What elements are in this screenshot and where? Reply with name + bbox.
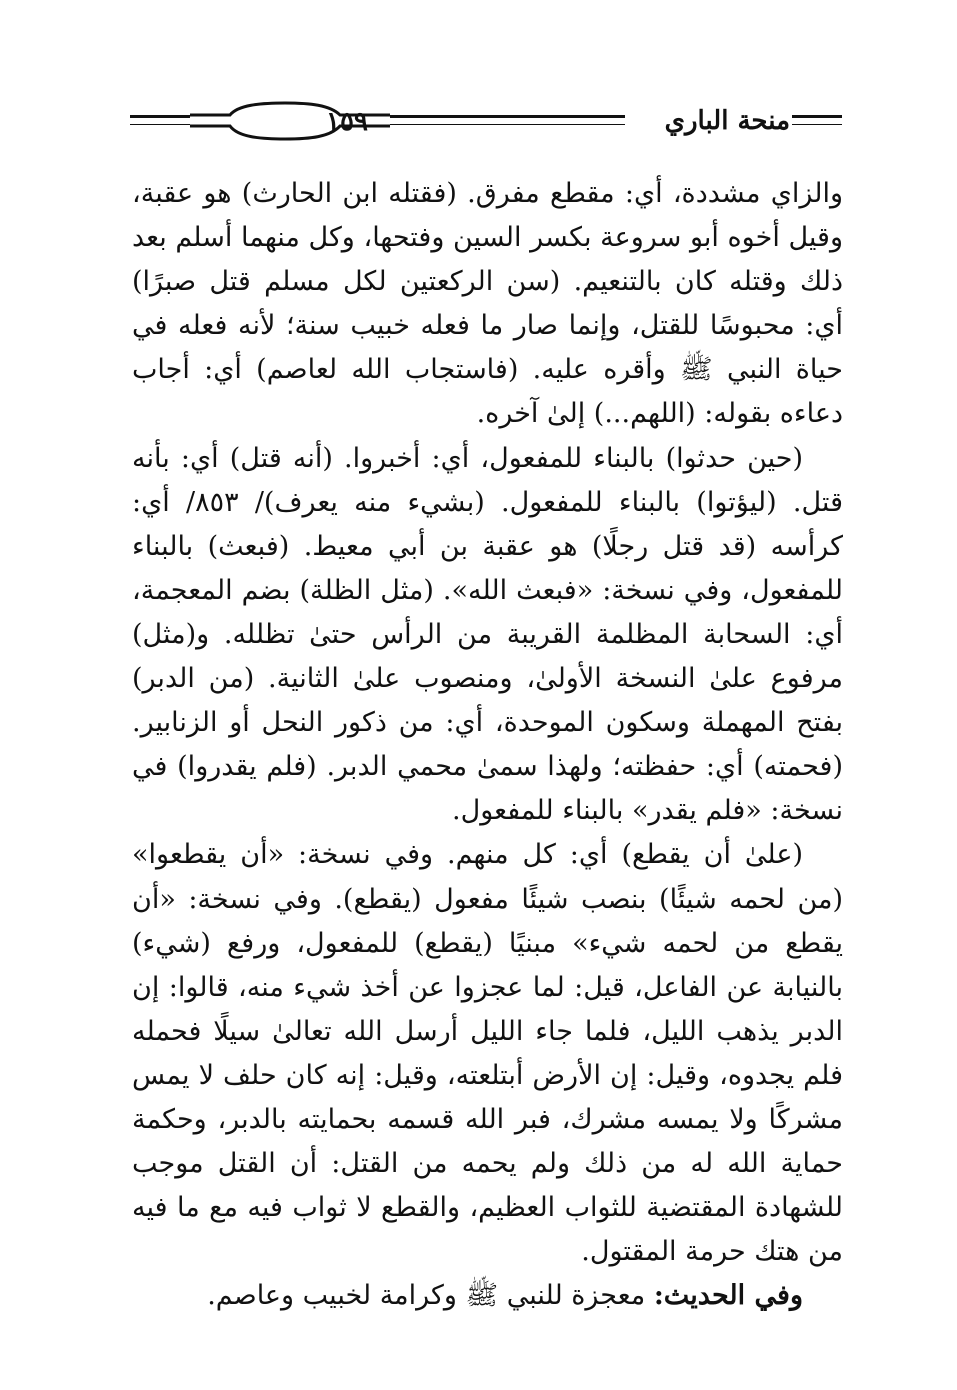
header-rule-left-top	[130, 115, 190, 118]
paragraph-4-text: معجزة للنبي ﷺ وكرامة لخبيب وعاصم.	[207, 1280, 654, 1312]
paragraph-4	[132, 1274, 843, 1318]
running-title: منحة الباري	[664, 106, 790, 136]
paragraph-4-lead: وفي الحديث:	[653, 1280, 803, 1312]
header-rule-right-bottom	[792, 124, 842, 125]
page-number: ١٥٩	[326, 107, 368, 137]
page-header	[130, 95, 845, 151]
header-rule-middle-top	[390, 115, 625, 118]
header-rule-right-top	[792, 115, 842, 118]
paragraph-2: (حين حدثوا) بالبناء للمفعول، أي: أخبروا. (أنه قتل) أي: بأنه قتل. (ليؤتوا) بالبناء للمفعول. (بشيء منه يعرف)/ ٨٥٣/ أي: كرأسه (قد قتل رجلًا) هو عقبة بن أبي معيط. (فبعث) بالبناء للمفعول، وفي نسخة: «فبعث الله». (مثل الظلة) بضم المعجمة، أي: السحابة المظلمة القريبة من الرأس حتىٰ تظلله. و(مثل) مرفوع علىٰ النسخة الأولىٰ، ومنصوب علىٰ الثانية. (من الدبر) بفتح المهملة وسكون الموحدة، أي: من ذكور النحل أو الزنابير. (فحمته) أي: حفظته؛ ولهذا سمىٰ محمي الدبر. (فلم يقدروا) في نسخة: «فلم يقدر» بالبناء للمفعول.	[132, 442, 843, 827]
body-text	[132, 172, 843, 1318]
header-rule-middle-bottom	[390, 124, 625, 125]
paragraph-3: (علىٰ أن يقطع) أي: كل منهم. وفي نسخة: «أن يقطعوا» (من لحمه شيئًا) بنصب شيئًا مفعول (يقطع). وفي نسخة: «أن يقطع من لحمه شيء» مبنيًا (يقطع) للمفعول، ورفع (شيء) بالنيابة عن الفاعل، قيل: لما عجزوا عن أخذ شيء منه، قالوا: إن الدبر يذهب الليل، فلما جاء الليل أرسل الله تعالىٰ سيلًا فحمله فلم يجدوه، وقيل: إن الأرض أبتلعته، وقيل: إنه كان حلف لا يمس مشركًا ولا يمسه مشرك، فبر الله قسمه بحمايته بالدبر، وحكمة حماية الله له من ذلك ولم يحمه من القتل: أن القتل موجب للشهادة المقتضية للثواب العظيم، والقطع لا ثواب فيه مع ما فيه من هتك حرمة المقتول.	[132, 839, 843, 1268]
paragraph-1: والزاي مشددة، أي: مقطع مفرق. (فقتله ابن الحارث) هو عقبة، وقيل أخوه أبو سروعة بكسر السين وفتحها، وكل منهما أسلم بعد ذلك وقتله كان بالتنعيم. (سن الركعتين لكل مسلم قتل صبرًا) أي: محبوسًا للقتل، وإنما صار ما فعله خبيب سنة؛ لأنه فعله في حياة النبي ﷺ وأقره عليه. (فاستجاب الله لعاصم) أي: أجاب دعاءه بقوله: (اللهم...) إلىٰ آخره.	[132, 178, 843, 430]
header-rule-left-bottom	[130, 124, 190, 125]
